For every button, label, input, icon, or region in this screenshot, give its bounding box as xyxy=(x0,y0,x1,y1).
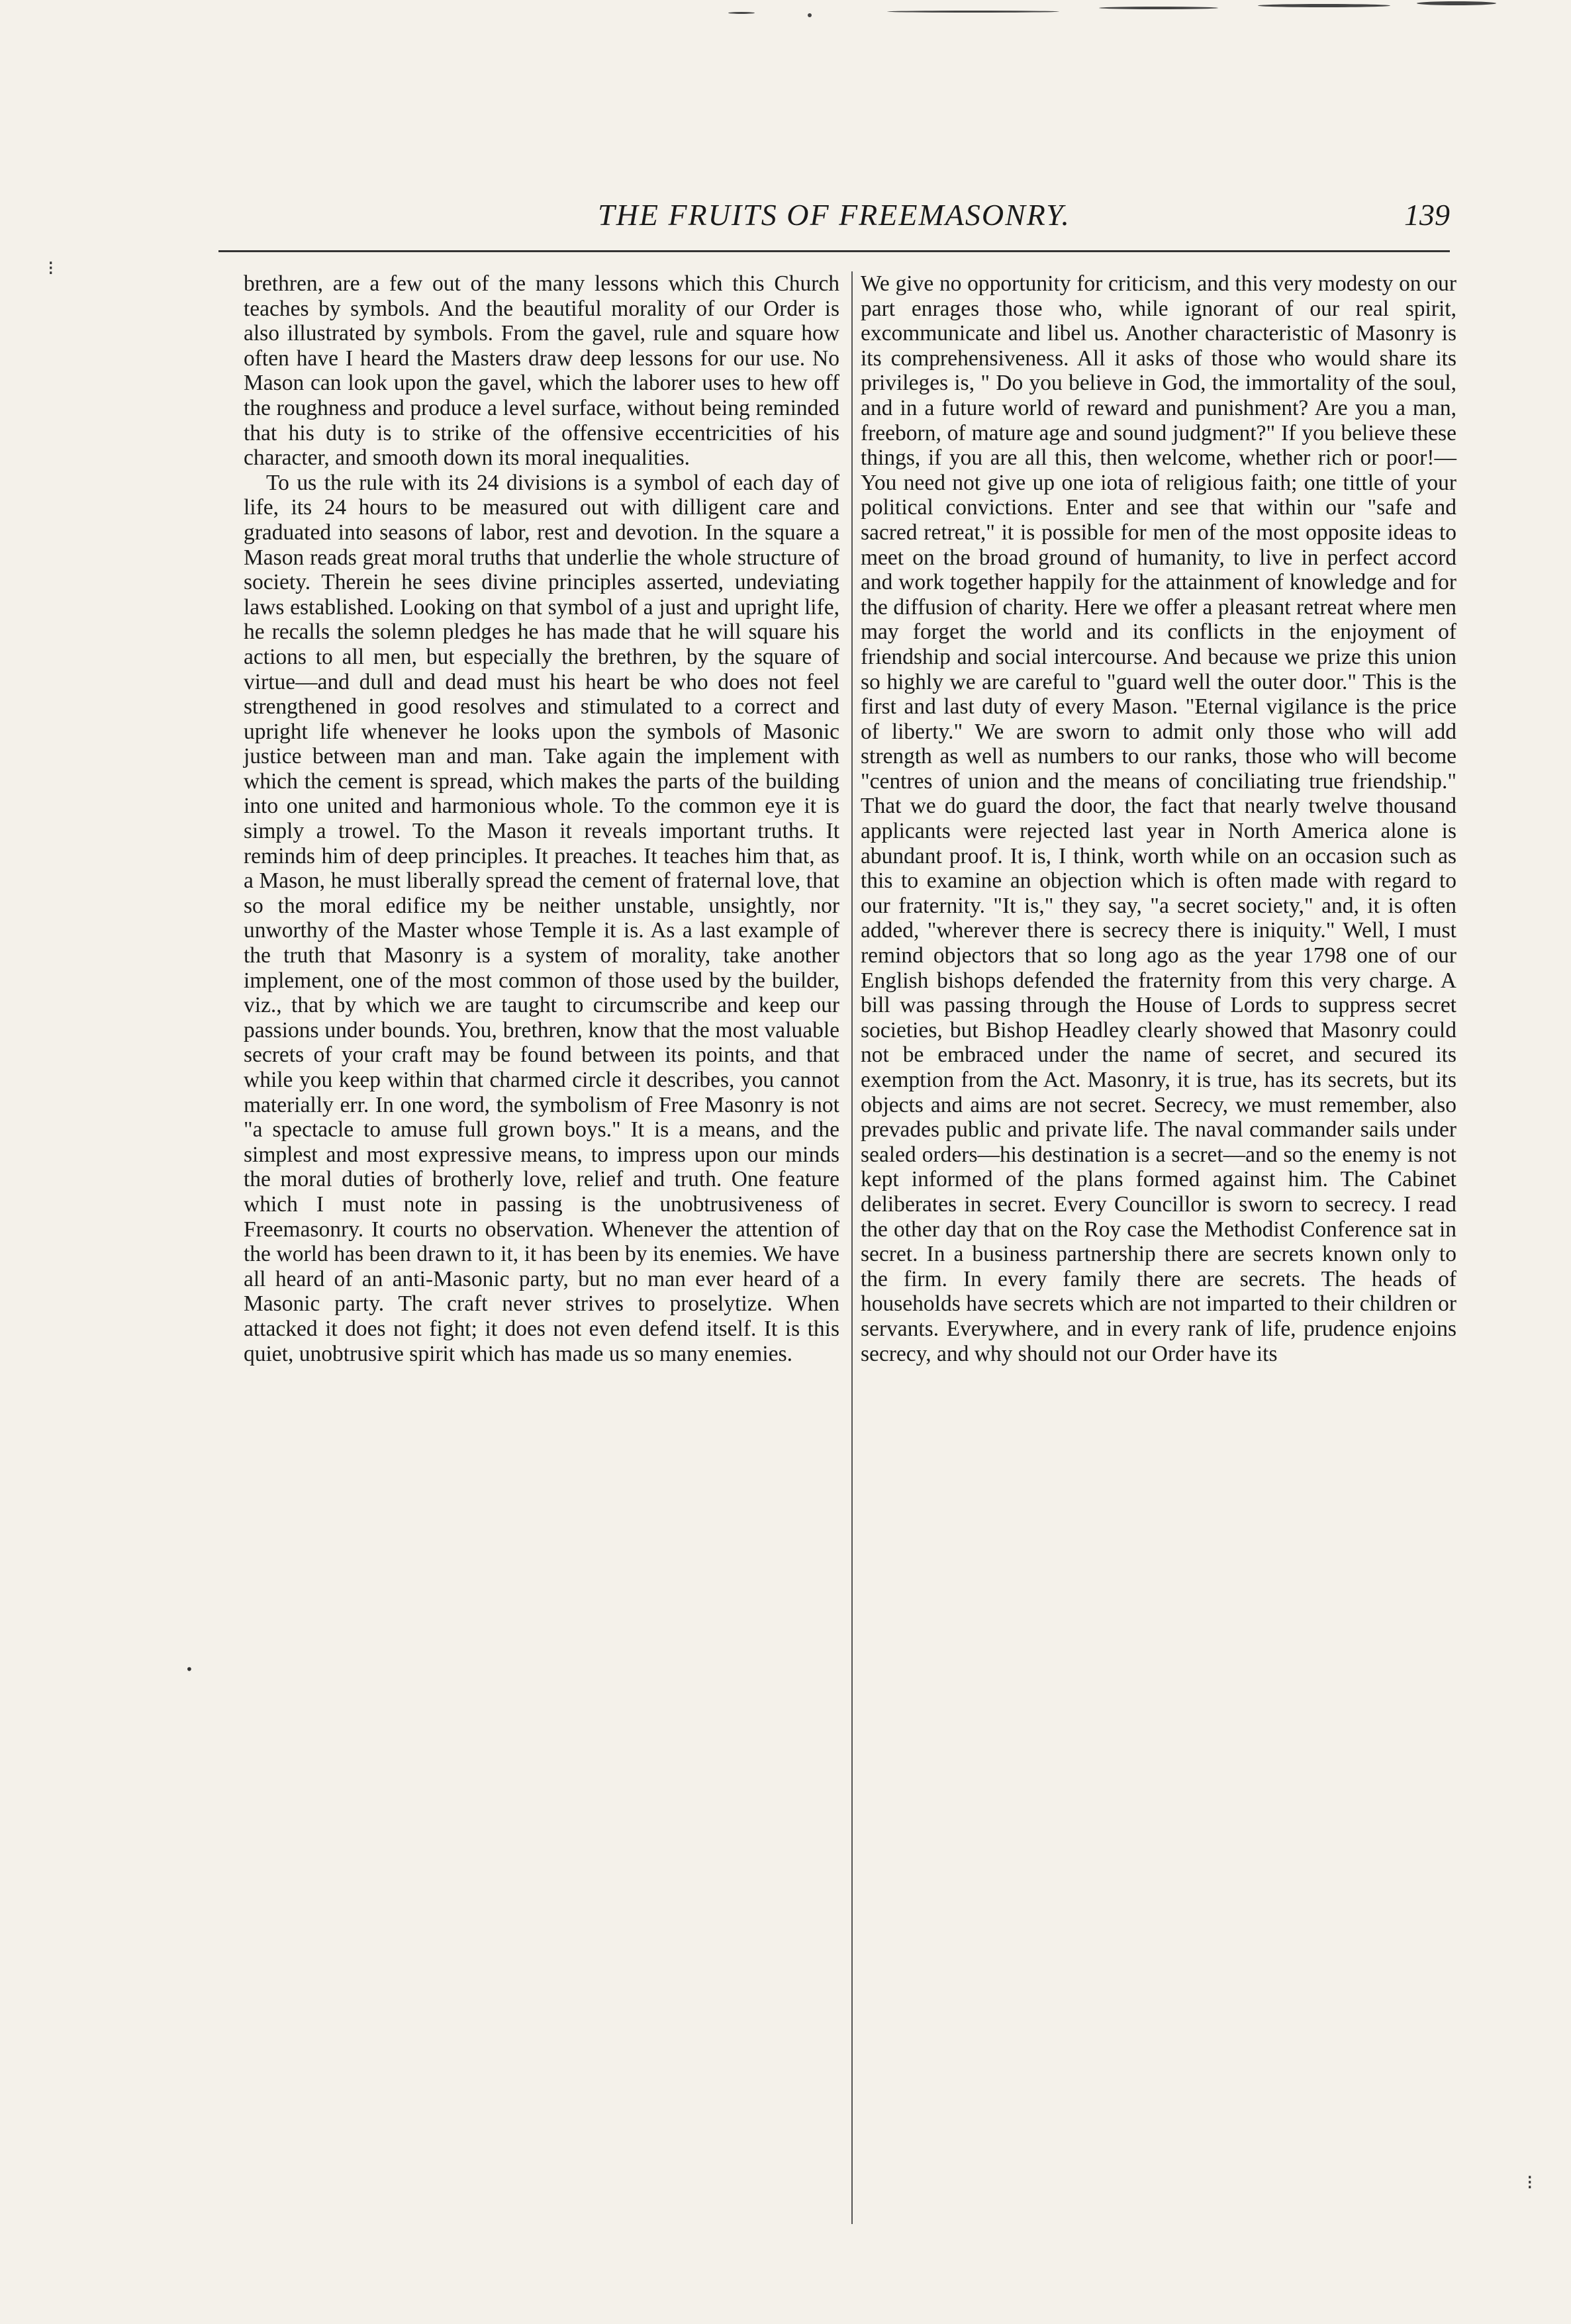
left-column xyxy=(244,271,839,2224)
left-paragraph-2: To us the rule with its 24 divisions is a symbol of each day of life, its 24 hours to be measured out with dilligent care and graduated into seasons of labor, rest and devotion. In the square a Mason reads great moral truths that underlie the whole structure of society. Therein he sees divine principles asserted, undeviating laws established. Looking on that symbol of a just and upright life, he recalls the solemn pledges he has made that he will square his actions to all men, but especially the brethren, by the square of virtue—and dull and dead must his heart be who does not feel strengthened in good resolves and stimulated to a correct and upright life whenever he looks upon the symbols of Masonic justice between man and man. Take again the implement with which the cement is spread, which makes the parts of the building into one united and harmonious whole. To the common eye it is simply a trowel. To the Mason it reveals important truths. It reminds him of deep principles. It preaches. It teaches him that, as a Mason, he must liberally spread the cement of fraternal love, that so the moral edifice my be neither unstable, unsightly, nor unworthy of the Master whose Temple it is. As a last example of the truth that Masonry is a system of morality, take another implement, one of the most common of those used by the builder, viz., that by which we are taught to circumscribe and keep our passions under bounds. You, brethren, know that the most valuable secrets of your craft may be found between its points, and that while you keep within that charmed circle it describes, you cannot materially err. In one word, the symbolism of Free Masonry is not "a spectacle to amuse full grown boys." It is a means, and the simplest and most expressive means, to impress upon our minds the moral duties of brotherly love, relief and truth. One feature which I must note in passing is the unobtrusiveness of Freemasonry. It courts no observation. Whenever the attention of the world has been drawn to it, it has been by its enemies. We have all heard of an anti-Masonic party, but no man ever heard of a Masonic party. The craft never strives to proselytize. When attacked it does not fight; it does not even defend itself. It is this quiet, unobtrusive spirit which has made us so many enemies. xyxy=(244,470,839,1366)
margin-mark-dot: • xyxy=(185,1661,193,1677)
page-number: 139 xyxy=(1404,198,1450,232)
running-header xyxy=(218,197,1450,237)
margin-mark-left: ⁝ xyxy=(48,257,54,280)
column-divider xyxy=(851,271,853,2224)
left-paragraph-1: brethren, are a few out of the many lessons which this Church teaches by symbols. And the beautiful morality of our Order is also illustrated by symbols. From the gavel, rule and square how often have I heard the Masters draw deep lessons for our use. No Mason can look upon the gavel, which the laborer uses to hew off the roughness and produce a level surface, without being reminded that his duty is to strike of the offensive eccentricities of his character, and smooth down its moral inequalities. xyxy=(244,271,839,471)
scan-specks xyxy=(728,0,1509,26)
header-rule xyxy=(218,250,1450,252)
right-column xyxy=(861,271,1456,2224)
right-paragraph-1: We give no opportunity for criticism, and this very modesty on our part enrages those who, while ignorant of our real spirit, excommunicate and libel us. Another characteristic of Masonry is its comprehensiveness. All it asks of those who would share its privileges is, " Do you believe in God, the immortality of the soul, and in a future world of reward and punishment? Are you a man, freeborn, of mature age and sound judgment?" If you believe these things, if you are all this, then welcome, whether rich or poor!—You need not give up one iota of religious faith; one tittle of your political convictions. Enter and see that within our "safe and sacred retreat," it is possible for men of the most opposite ideas to meet on the broad ground of humanity, to live in perfect accord and work together happily for the attainment of knowledge and for the diffusion of charity. Here we offer a pleasant retreat where men may forget the world and its conflicts in the enjoyment of friendship and social intercourse. And because we prize this union so highly we are careful to "guard well the outer door." This is the first and last duty of every Mason. "Eternal vigilance is the price of liberty." We are sworn to admit only those who will add strength as well as numbers to our ranks, those who will become "centres of union and the means of conciliating true friendship." That we do guard the door, the fact that nearly twelve thousand applicants were rejected last year in North America alone is abundant proof. It is, I think, worth while on an occasion such as this to examine an objection which is often made with regard to our fraternity. "It is," they say, "a secret society," and, it is often added, "wherever there is secrecy there is iniquity." Well, I must remind objectors that so long ago as the year 1798 one of our English bishops defended the fraternity from this very charge. A bill was passing through the House of Lords to suppress secret societies, but Bishop Headley clearly showed that Masonry could not be embraced under the name of secret, and secured its exemption from the Act. Masonry, it is true, has its secrets, but its objects and aims are not secret. Secrecy, we must remember, also prevades public and private life. The naval commander sails under sealed orders—his destination is a secret—and so the enemy is not kept informed of the plans formed against him. The Cabinet deliberates in secret. Every Councillor is sworn to secrecy. I read the other day that on the Roy case the Methodist Conference sat in secret. In a business partnership there are secrets known only to the firm. In every family there are secrets. The heads of households have secrets which are not imparted to their children or servants. Everywhere, and in every rank of life, prudence enjoins secrecy, and why should not our Order have its xyxy=(861,271,1456,1366)
margin-mark-right: ⁝ xyxy=(1527,2171,1533,2194)
running-title: THE FRUITS OF FREEMASONRY. xyxy=(598,198,1071,232)
